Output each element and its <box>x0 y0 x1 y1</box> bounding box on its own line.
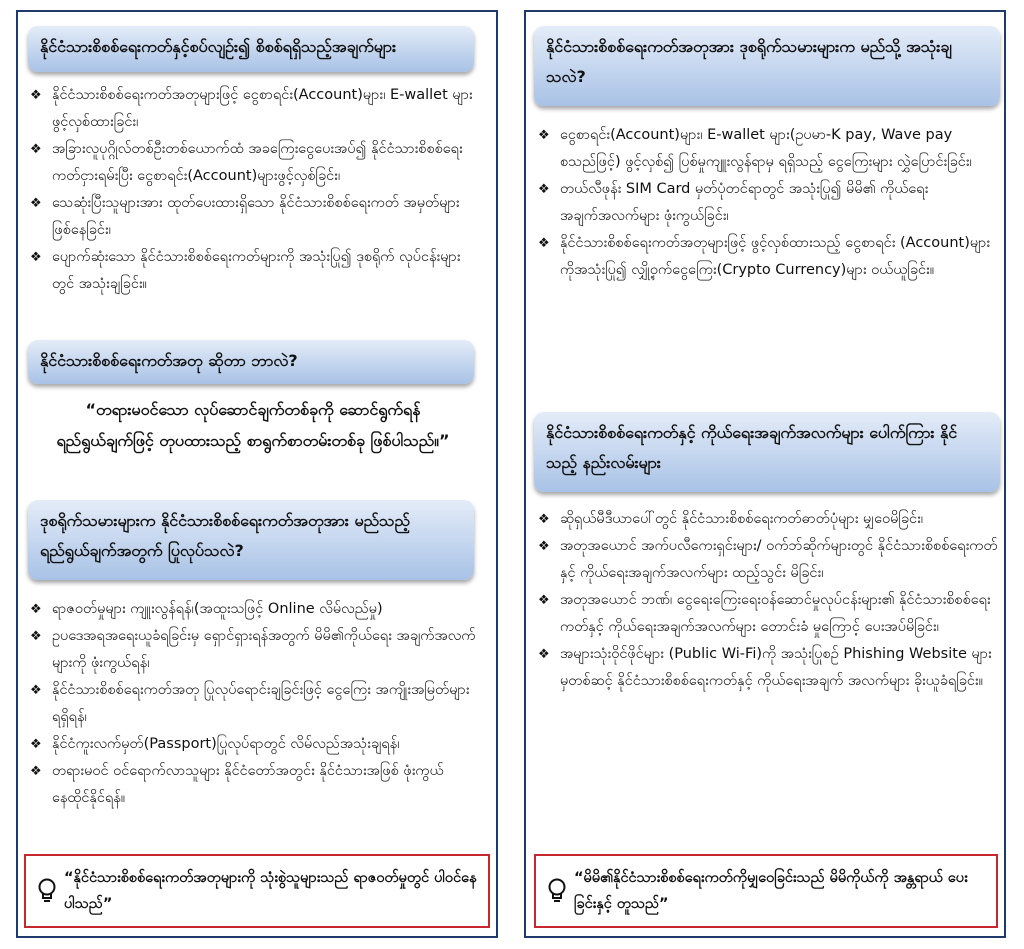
right-section1-heading: နိုင်ငံသားစိစစ်ရေးကတ်အတုအား ဒုစရိုက်သမားများက မည်သို့ အသုံးချသလဲ? <box>534 26 1000 106</box>
list-item: ❖ နိုင်ငံကူးလက်မှတ်(Passport)ပြုလုပ်ရာတွင် လိမ်လည်အသုံးချရန်၊ <box>28 731 478 758</box>
list-item: ❖ တရားမဝင် ဝင်ရောက်လာသူများ နိုင်ငံတော်အတွင်း နိုင်ငံသားအဖြစ် ဖုံးကွယ်နေထိုင်နိုင်ရန်။ <box>28 758 478 812</box>
list-item: ❖ ရာဇဝတ်မှုများ ကျူးလွန်ရန်၊(အထူးသဖြင့် Online လိမ်လည်မှု) <box>28 596 478 623</box>
definition-quote: “တရားမဝင်သော လုပ်ဆောင်ချက်တစ်ခုကို ဆောင်ရွက်ရန် ရည်ရွယ်ချက်ဖြင့် တုပထားသည့် စာရွက်စာတမ်းတစ်ခု ဖြစ်ပါသည်။” <box>56 400 450 450</box>
right-footer-text: “မိမိ၏နိုင်ငံသားစိစစ်ရေးကတ်ကိုမျှဝေခြင်းသည် မိမိကိုယ်ကို အန္တရာယ် ပေးခြင်းနှင့် တူသည်” <box>574 870 968 912</box>
list-item: ❖ အများသုံးဝိုင်ဖိုင်များ (Public Wi-Fi)ကို အသုံးပြုစဉ် Phishing Website များမှတစ်ဆင့် နိုင်ငံသားစိစစ်ရေးကတ်နှင့် ကိုယ်ရေးအချက် အလက်များ ခိုးယူခံရခြင်း။ <box>536 641 998 695</box>
list-item: ❖ ဆိုရှယ်မီဒီယာပေါ်တွင် နိုင်ငံသားစိစစ်ရေးကတ်ဓာတ်ပုံများ မျှဝေမိခြင်း၊ <box>536 506 998 533</box>
left-section3-heading: ဒုစရိုက်သမားများက နိုင်ငံသားစိစစ်ရေးကတ်အတုအား မည်သည့် ရည်ရွယ်ချက်အတွက် ပြုလုပ်သလဲ? <box>28 500 474 580</box>
list-item: ❖ သေဆုံးပြီးသူများအား ထုတ်ပေးထားရှိသော နိုင်ငံသားစိစစ်ရေးကတ် အမှတ်များဖြစ်နေခြင်း၊ <box>28 190 478 244</box>
left-panel <box>16 10 498 938</box>
list-item: ❖ နိုင်ငံသားစိစစ်ရေးကတ်အတု ပြုလုပ်ရောင်းချခြင်းဖြင့် ငွေကြေး အကျိုးအမြတ်များရရှိရန်၊ <box>28 677 478 731</box>
right-panel <box>524 10 1006 938</box>
list-item: ❖ ငွေစာရင်း(Account)များ၊ E-wallet များ(ဥပမာ-K pay, Wave pay စသည်ဖြင့်) ဖွင့်လှစ်၍ ပြစ်မှုကျူးလွန်ရာမှ ရရှိသည့် ငွေကြေးများ လွှဲပြောင်းခြင်း၊ <box>536 122 998 176</box>
lightbulb-icon <box>36 878 58 904</box>
list-item: ❖ တယ်လီဖုန်း SIM Card မှတ်ပုံတင်ရာတွင် အသုံးပြု၍ မိမိ၏ ကိုယ်ရေးအချက်အလက်များ ဖုံးကွယ်ခြင်း၊ <box>536 176 998 230</box>
left-section1-list <box>28 82 478 298</box>
list-item: ❖ နိုင်ငံသားစိစစ်ရေးကတ်အတုများဖြင့် ငွေစာရင်း(Account)များ၊ E-wallet များ ဖွင့်လှစ်ထားခြင်း၊ <box>28 82 478 136</box>
right-section2-list <box>536 506 998 695</box>
list-item: ❖ ဥပဒေအရအရေးယူခံရခြင်းမှ ရှောင်ရှားရန်အတွက် မိမိ၏ကိုယ်ရေး အချက်အလက်များကို ဖုံးကွယ်ရန်၊ <box>28 623 478 677</box>
list-item: ❖ အခြားလူပုဂ္ဂိုလ်တစ်ဦးတစ်ယောက်ထံ အခကြေးငွေပေးအပ်၍ နိုင်ငံသားစိစစ်ရေးကတ်ငှားရမ်းပြီး ငွေစာရင်း(Account)များဖွင့်လှစ်ခြင်း၊ <box>28 136 478 190</box>
left-section3-list <box>28 596 478 812</box>
list-item: ❖ အတုအယောင် အက်ပလီကေးရှင်းများ/ ဝက်ဘ်ဆိုက်များတွင် နိုင်ငံသားစိစစ်ရေးကတ်နှင့် ကိုယ်ရေးအချက်အလက်များ ထည့်သွင်း မိခြင်း၊ <box>536 533 998 587</box>
right-section2-heading: နိုင်ငံသားစိစစ်ရေးကတ်နှင့် ကိုယ်ရေးအချက်အလက်များ ပေါက်ကြား နိုင်သည့် နည်းလမ်းများ <box>534 412 1000 492</box>
list-item: ❖ နိုင်ငံသားစိစစ်ရေးကတ်အတုများဖြင့် ဖွင့်လှစ်ထားသည့် ငွေစာရင်း (Account)များကိုအသုံးပြု၍ လျှို့ဝှက်ငွေကြေး(Crypto Currency)များ ဝယ်ယူခြင်း။ <box>536 230 998 284</box>
right-section1-list <box>536 122 998 284</box>
right-footer-callout <box>534 854 998 928</box>
left-footer-text: “နိုင်ငံသားစိစစ်ရေးကတ်အတုများကို သုံးစွဲသူများသည် ရာဇဝတ်မှုတွင် ပါဝင်နေပါသည်” <box>64 870 477 912</box>
lightbulb-icon <box>546 878 568 904</box>
left-section2-heading: နိုင်ငံသားစိစစ်ရေးကတ်အတု ဆိုတာ ဘာလဲ? <box>28 340 474 384</box>
list-item: ❖ အတုအယောင် ဘဏ်၊ ငွေရေးကြေးရေးဝန်ဆောင်မှုလုပ်ငန်းများ၏ နိုင်ငံသားစိစစ်ရေးကတ်နှင့် ကိုယ်ရေးအချက်အလက်များ တောင်းခံ မှုကြောင့် ပေးအပ်မိခြင်း၊ <box>536 587 998 641</box>
left-footer-callout <box>24 854 490 928</box>
left-section1-heading: နိုင်ငံသားစိစစ်ရေးကတ်နှင့်စပ်လျဥ်း၍ စိစစ်ရရှိသည့်အချက်များ <box>28 26 474 72</box>
list-item: ❖ ပျောက်ဆုံးသော နိုင်ငံသားစိစစ်ရေးကတ်များကို အသုံးပြု၍ ဒုစရိုက် လုပ်ငန်းများတွင် အသုံးချခြင်း။ <box>28 244 478 298</box>
